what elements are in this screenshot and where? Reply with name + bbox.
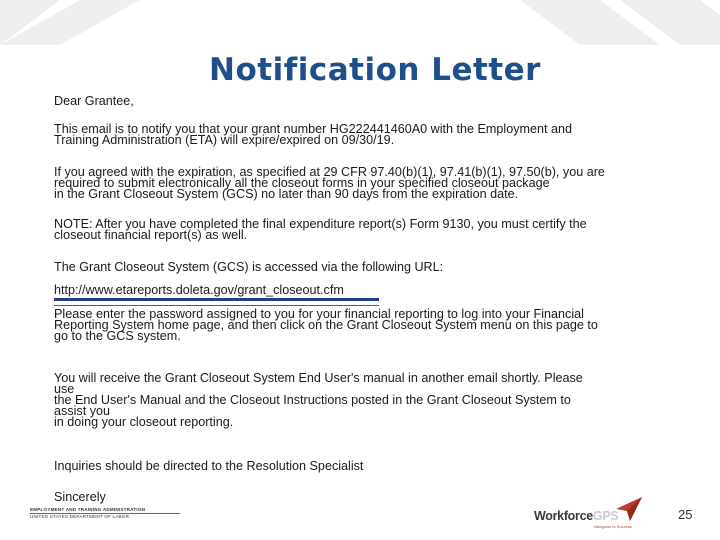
text-line: Inquiries should be directed to the Resolution Specialist <box>54 459 364 473</box>
paragraph-gcs-access <box>54 262 674 273</box>
paragraph-manual <box>54 373 674 428</box>
divider <box>54 305 379 306</box>
text-line: This email is to notify you that your grant number HG222441460A0 with the Employment and <box>54 122 573 136</box>
paragraph-inquiries <box>54 461 674 472</box>
logo-word: WorkforceGPS <box>534 509 619 523</box>
text-line: in the Grant Closeout System (GCS) no later than 90 days from the expiration date. <box>54 187 519 201</box>
text-line: required to submit electronically all the closeout forms in your specified closeout package <box>54 176 550 190</box>
paragraph-notice <box>54 124 674 146</box>
paragraph-expiration <box>54 167 674 200</box>
text-line: Reporting System home page, and then click on the Grant Closeout System menu on this page to <box>54 318 598 332</box>
gcs-url-link[interactable]: http://www.etareports.doleta.gov/grant_closeout.cfm <box>54 283 344 297</box>
agency-footer <box>30 507 180 520</box>
text-line: Please enter the password assigned to you for your financial reporting to log into your Financial <box>54 307 584 321</box>
paper-plane-icon <box>616 497 642 521</box>
page-title: Notification Letter <box>209 52 541 88</box>
text-line: use <box>54 382 75 396</box>
url-underline <box>54 298 379 301</box>
text-line: Training Administration (ETA) will expire/expired on 09/30/19. <box>54 133 395 147</box>
text-line: closeout financial report(s) as well. <box>54 228 248 242</box>
text-line: Sincerely <box>54 490 106 504</box>
text-line: go to the GCS system. <box>54 329 181 343</box>
text-line: the End User's Manual and the Closeout Instructions posted in the Grant Closeout System to <box>54 393 571 407</box>
paragraph-password <box>54 309 674 342</box>
logo-tagline: Navigator to Success <box>594 524 632 529</box>
text-line: If you agreed with the expiration, as specified at 29 CFR 97.40(b)(1), 97.41(b)(1), 97.50(b), you are <box>54 165 605 179</box>
text-line: in doing your closeout reporting. <box>54 415 234 429</box>
workforcegps-logo <box>534 497 644 531</box>
text-line: NOTE: After you have completed the final expenditure report(s) Form 9130, you must certify the <box>54 217 587 231</box>
agency-name: EMPLOYMENT AND TRAINING ADMINISTRATION <box>30 507 146 512</box>
department-name: UNITED STATES DEPARTMENT OF LABOR <box>30 513 180 520</box>
text-line: You will receive the Grant Closeout System End User's manual in another email shortly. Please <box>54 371 583 385</box>
paragraph-note <box>54 219 674 241</box>
text-line: assist you <box>54 404 110 418</box>
greeting: Dear Grantee, <box>54 94 134 108</box>
page-number: 25 <box>678 507 693 522</box>
text-line: The Grant Closeout System (GCS) is accessed via the following URL: <box>54 260 444 274</box>
